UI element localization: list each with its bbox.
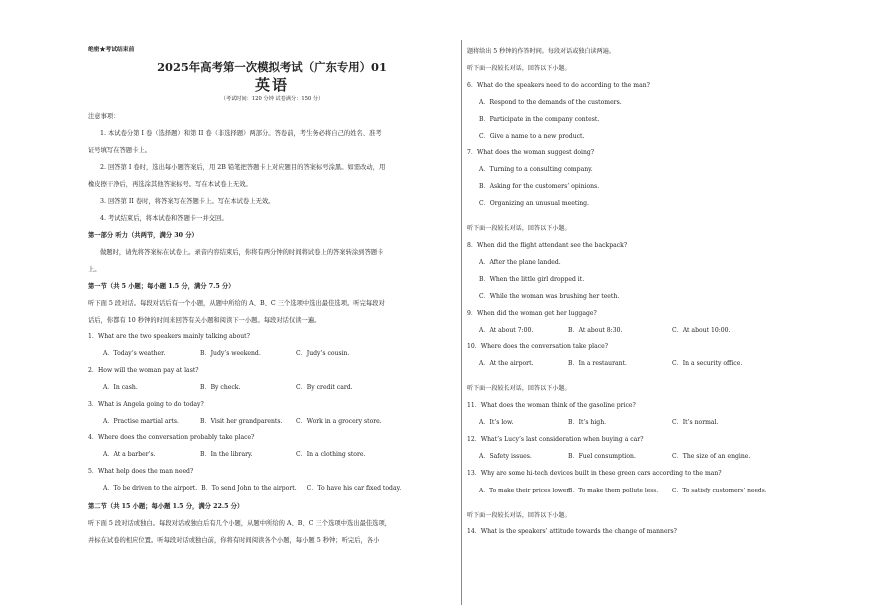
option-c: C．To satisfy customers’ needs.	[672, 487, 767, 494]
option-b: B．Asking for the customers’ opinions.	[479, 183, 600, 191]
option-a: A．To be driven to the airport.	[103, 485, 198, 493]
option-b: B．In the library.	[200, 451, 253, 459]
option-b: B．To make them pollute less.	[568, 487, 659, 494]
part1-intro: 做题时，请先将答案标在试卷上。录音内容结束后，你将有两分钟的时间将试卷上的答案转涂到答题卡	[100, 249, 384, 256]
question-text: 5．What help does the man need?	[88, 468, 194, 476]
option-b: B．By check.	[200, 383, 241, 391]
question-text: 4．Where does the conversation probably take place?	[88, 434, 255, 442]
options	[88, 414, 456, 431]
question-2	[88, 363, 456, 397]
question-14: 14．What is the speakers’ attitude towards the change of manners?	[467, 528, 677, 536]
listen-instruction: 听下面一段较长对话，回答以下小题。	[467, 511, 571, 519]
subject-title: 英语	[254, 76, 289, 94]
option-a: A．At a barber’s.	[103, 451, 156, 459]
option-a: A．Practise martial arts.	[103, 417, 179, 425]
options	[467, 356, 785, 373]
section2-desc: 听下面 5 段对话或独白。每段对话或独白后有几个小题，从题中所给的 A、B、C 三个选项中选出最佳选项，	[88, 520, 392, 528]
part1-intro-cont: 上。	[88, 266, 101, 273]
option-b: B．When the little girl dropped it.	[479, 275, 585, 283]
options	[88, 380, 456, 397]
option-a: A．To make their prices lower.	[479, 487, 571, 494]
options	[467, 323, 785, 340]
option-a: A．Respond to the demands of the customers.	[479, 98, 622, 106]
options	[88, 346, 456, 363]
right-column	[467, 44, 785, 541]
exam-title: 2025年高考第一次模拟考试（广东专用）01	[157, 60, 387, 74]
option-b: B．Judy’s weekend.	[200, 349, 261, 357]
question-1	[88, 329, 456, 363]
listen-instruction: 听下面一段较长对话，回答以下小题。	[467, 64, 571, 72]
section1-heading: 第一节（共 5 小题；每小题 1.5 分，满分 7.5 分）	[88, 283, 235, 290]
question-7: 7．What does the woman suggest doing?	[467, 149, 595, 157]
question-10: 10．Where does the conversation take place?	[467, 343, 608, 351]
option-b: B．Fuel consumption.	[568, 452, 636, 460]
options	[467, 449, 785, 466]
column-divider	[461, 40, 462, 605]
exam-meta: （考试时间：120 分钟 试卷满分：150 分）	[220, 96, 324, 102]
option-b: B．At about 8:30.	[568, 326, 623, 334]
listen-instruction: 听下面一段较长对话，回答以下小题。	[467, 385, 571, 393]
option-c: C．Organizing an unusual meeting.	[479, 200, 589, 208]
option-c: C．Judy’s cousin.	[296, 349, 350, 357]
note-item: 橡皮擦干净后，再选涂其他答案标号。写在本试卷上无效。	[88, 181, 252, 188]
option-a: A．Safety issues.	[479, 452, 532, 460]
option-a: A．At about 7:00.	[479, 326, 534, 334]
options	[467, 483, 785, 500]
option-c: C．In a clothing store.	[296, 451, 366, 459]
options	[88, 481, 456, 498]
option-c: C．Work in a grocery store.	[296, 417, 382, 425]
option-c: C．At about 10:00.	[672, 326, 731, 334]
question-4	[88, 430, 456, 464]
question-8: 8．When did the flight attendant see the backpack?	[467, 241, 628, 249]
option-b: B．Participate in the company contest.	[479, 115, 600, 123]
question-text: 2．How will the woman pay at last?	[88, 366, 199, 374]
notes-heading: 注意事项：	[88, 113, 120, 120]
question-text: 1．What are the two speakers mainly talking about?	[88, 333, 250, 340]
section2-desc: 并标在试卷的相应位置。听每段对话或独白前，你将有时间阅读各个小题，每小题 5 秒钟；听完后，各小	[88, 537, 380, 545]
option-c: C．To have his car fixed today.	[306, 485, 402, 493]
section2-heading: 第二节（共 15 小题；每小题 1.5 分，满分 22.5 分）	[88, 503, 244, 511]
left-column	[88, 44, 456, 549]
question-5	[88, 464, 456, 498]
option-c: C．While the woman was brushing her teeth.	[479, 292, 620, 300]
question-13: 13．Why are some hi-tech devices built in these green cars according to the man?	[467, 469, 722, 477]
options	[88, 447, 456, 464]
section1-desc: 听下面 5 段对话。每段对话后有一个小题，从题中所给的 A、B、C 三个选项中选出最佳选项。听完每段对	[88, 300, 385, 307]
section1-desc: 话后，你都有 10 秒钟的时间来回答有关小题和阅读下一小题。每段对话仅读一遍。	[88, 317, 321, 324]
option-a: A．Turning to a consulting company.	[479, 166, 593, 174]
option-a: A．After the plane landed.	[479, 258, 561, 266]
question-3	[88, 397, 456, 431]
option-a: A．At the airport.	[479, 360, 534, 368]
option-a: A．Today’s weather.	[103, 349, 166, 357]
question-6: 6．What do the speakers need to do according to the man?	[467, 81, 650, 89]
question-11: 11．What does the woman think of the gasoline price?	[467, 402, 636, 410]
confidential-mark: 绝密★考试结束前	[88, 47, 135, 53]
option-c: C．Give a name to a new product.	[479, 132, 585, 140]
note-item: 证号填写在答题卡上。	[88, 147, 151, 154]
question-12: 12．What’s Lucy’s last consideration when buying a car?	[467, 435, 644, 443]
option-b: B．In a restaurant.	[568, 360, 627, 368]
listen-instruction: 听下面一段较长对话，回答以下小题。	[467, 225, 571, 233]
option-a: A．It’s low.	[479, 419, 514, 427]
option-c: C．By credit card.	[296, 383, 353, 391]
option-b: B．Visit her grandparents.	[200, 417, 283, 425]
option-c: C．The size of an engine.	[672, 452, 751, 460]
question-text: 3．What is Angela going to do today?	[88, 400, 204, 408]
option-c: C．It’s normal.	[672, 419, 719, 427]
part1-heading: 第一部分 听力（共两节，满分 30 分）	[88, 232, 198, 239]
option-b: B．It’s high.	[568, 419, 607, 427]
note-item: 3. 回答第 II 卷时，将答案写在答题卡上。写在本试卷上无效。	[100, 198, 275, 205]
section2-desc-cont: 题将给出 5 秒钟的作答时间。每段对话或独白读两遍。	[467, 48, 615, 55]
options	[467, 415, 785, 432]
note-item: 4. 考试结束后，将本试卷和答题卡一并交回。	[100, 215, 228, 222]
question-9: 9．When did the woman get her luggage?	[467, 309, 597, 317]
note-item: 1. 本试卷分第 I 卷（选择题）和第 II 卷（非选择题）两部分。答卷前，考生务必将自己的姓名、准考	[100, 130, 382, 137]
option-b: B．To send John to the airport.	[201, 485, 297, 493]
option-c: C．In a security office.	[672, 360, 743, 368]
option-a: A．In cash.	[103, 383, 138, 391]
note-item: 2. 回答第 I 卷时，选出每小题答案后，用 2B 铅笔把答题卡上对应题目的答案标号涂黑。如需改动，用	[100, 164, 386, 171]
